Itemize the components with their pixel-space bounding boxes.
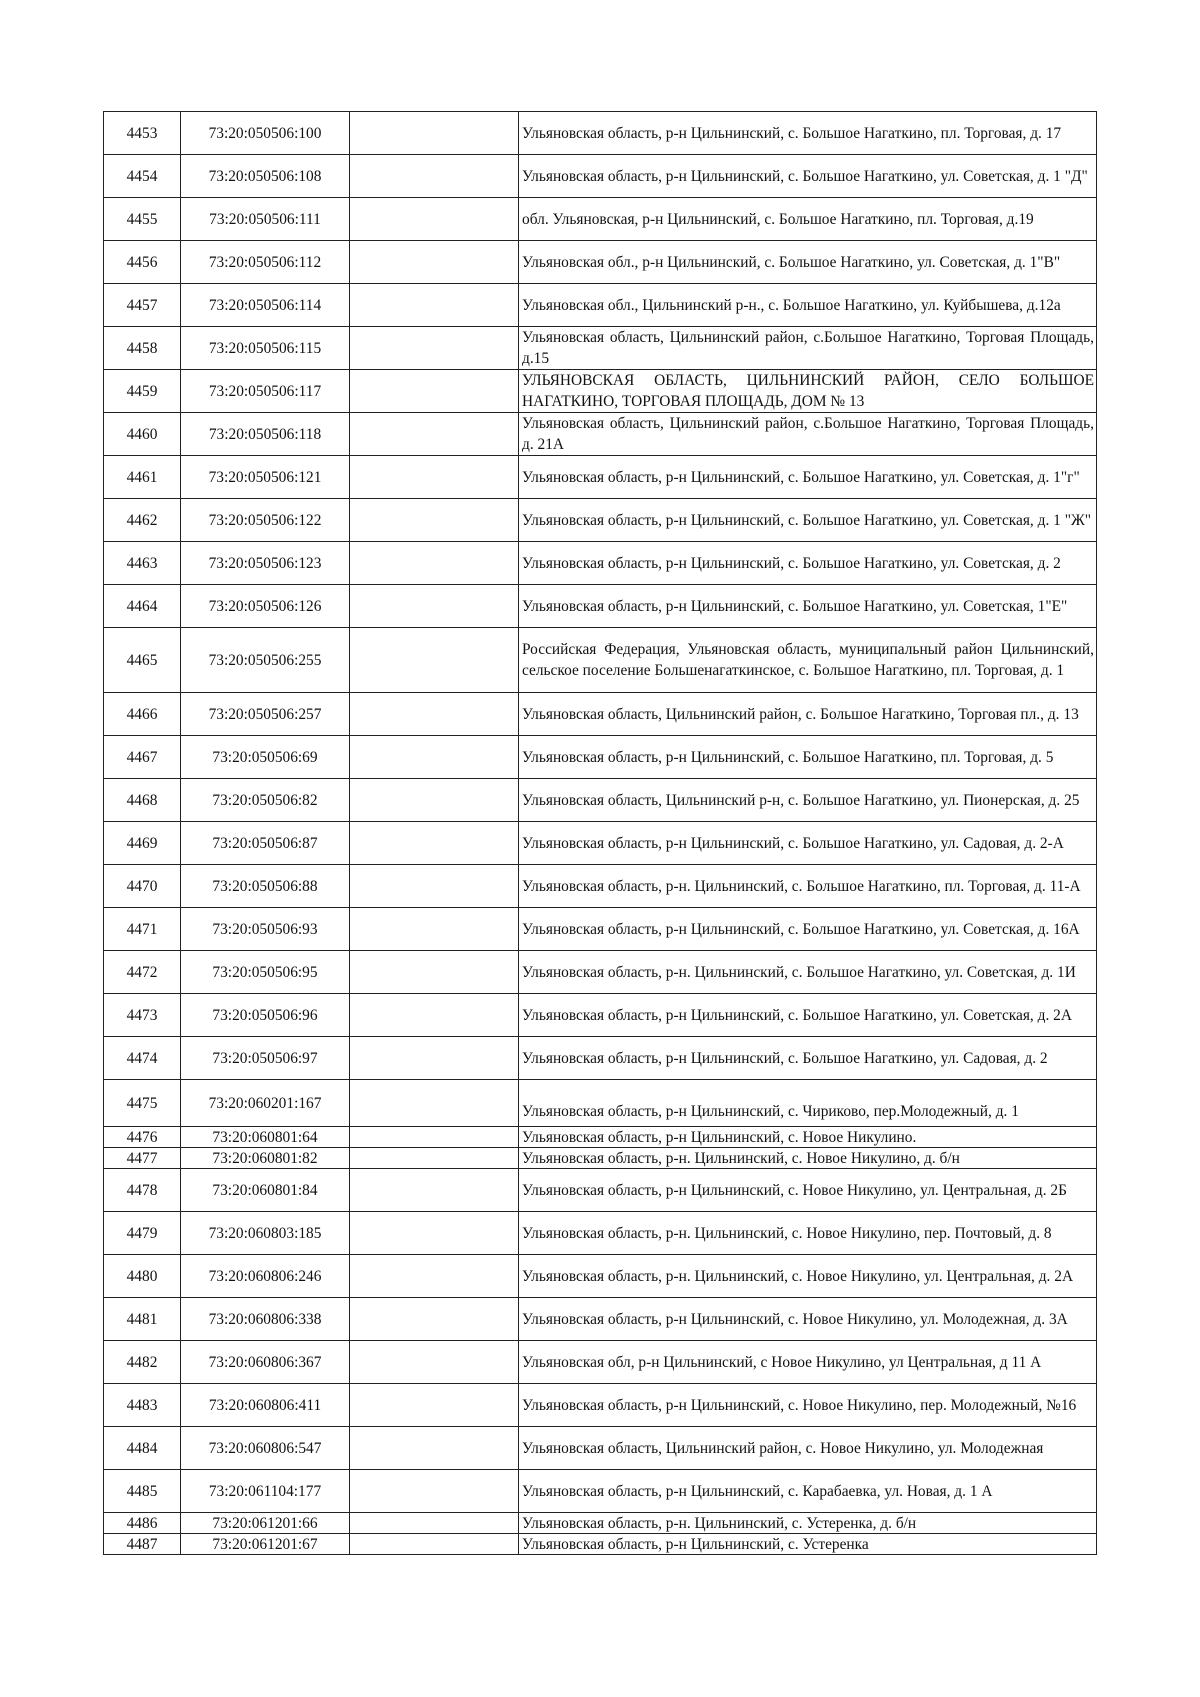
cadastral-number-cell: 73:20:060801:84 — [181, 1169, 350, 1212]
row-number-cell: 4472 — [104, 951, 181, 994]
empty-cell — [350, 1470, 519, 1513]
row-number-cell: 4463 — [104, 542, 181, 585]
row-number-cell: 4467 — [104, 736, 181, 779]
empty-cell — [350, 327, 519, 370]
address-cell: Ульяновская область, р-н Цильнинский, с. Большое Нагаткино, ул. Садовая, д. 2 — [519, 1037, 1097, 1080]
empty-cell — [350, 908, 519, 951]
row-number-cell: 4465 — [104, 628, 181, 693]
empty-cell — [350, 865, 519, 908]
cadastral-number-cell: 73:20:050506:112 — [181, 241, 350, 284]
row-number-cell: 4454 — [104, 155, 181, 198]
address-cell: Ульяновская обл, р-н Цильнинский, с Новое Никулино, ул Центральная, д 11 А — [519, 1341, 1097, 1384]
table-row — [104, 994, 1097, 1037]
cadastral-number-cell: 73:20:060801:82 — [181, 1148, 350, 1169]
row-number-cell: 4462 — [104, 499, 181, 542]
address-cell: Российская Федерация, Ульяновская область, муниципальный район Цильнинский, сельское поселение Большенагаткинское, с. Большое Нагаткино, пл. Торговая, д. 1 — [519, 628, 1097, 693]
empty-cell — [350, 628, 519, 693]
address-cell: УЛЬЯНОВСКАЯ ОБЛАСТЬ, ЦИЛЬНИНСКИЙ РАЙОН, СЕЛО БОЛЬШОЕ НАГАТКИНО, ТОРГОВАЯ ПЛОЩАДЬ, ДОМ № 13 — [519, 370, 1097, 413]
empty-cell — [350, 456, 519, 499]
empty-cell — [350, 1037, 519, 1080]
address-cell: Ульяновская область, Цильнинский район, с. Новое Никулино, ул. Молодежная — [519, 1427, 1097, 1470]
cadastral-number-cell: 73:20:050506:87 — [181, 822, 350, 865]
empty-cell — [350, 542, 519, 585]
address-cell: Ульяновская область, р-н Цильнинский, с. Устеренка — [519, 1534, 1097, 1555]
empty-cell — [350, 112, 519, 155]
cadastral-number-cell: 73:20:061201:67 — [181, 1534, 350, 1555]
row-number-cell: 4470 — [104, 865, 181, 908]
address-cell: Ульяновская область, р-н. Цильнинский, с. Большое Нагаткино, пл. Торговая, д. 11-А — [519, 865, 1097, 908]
empty-cell — [350, 155, 519, 198]
cadastral-number-cell: 73:20:060801:64 — [181, 1127, 350, 1148]
table-row — [104, 112, 1097, 155]
table-row — [104, 951, 1097, 994]
address-cell: Ульяновская область, р-н Цильнинский, с. Большое Нагаткино, ул. Советская, д. 1 "Ж" — [519, 499, 1097, 542]
address-cell: Ульяновская обл., р-н Цильнинский, с. Большое Нагаткино, ул. Советская, д. 1"В" — [519, 241, 1097, 284]
table-row — [104, 542, 1097, 585]
registry-table-body — [104, 112, 1097, 1555]
table-row — [104, 1534, 1097, 1555]
address-cell: Ульяновская область, р-н Цильнинский, с. Большое Нагаткино, ул. Советская, д. 2А — [519, 994, 1097, 1037]
table-row — [104, 1127, 1097, 1148]
cadastral-number-cell: 73:20:061104:177 — [181, 1470, 350, 1513]
table-row — [104, 1255, 1097, 1298]
cadastral-number-cell: 73:20:060806:338 — [181, 1298, 350, 1341]
row-number-cell: 4455 — [104, 198, 181, 241]
table-row — [104, 1212, 1097, 1255]
row-number-cell: 4471 — [104, 908, 181, 951]
empty-cell — [350, 1212, 519, 1255]
cadastral-number-cell: 73:20:050506:97 — [181, 1037, 350, 1080]
cadastral-number-cell: 73:20:050506:93 — [181, 908, 350, 951]
table-row — [104, 284, 1097, 327]
empty-cell — [350, 1169, 519, 1212]
table-row — [104, 736, 1097, 779]
empty-cell — [350, 413, 519, 456]
empty-cell — [350, 1255, 519, 1298]
table-row — [104, 370, 1097, 413]
address-cell: Ульяновская область, р-н Цильнинский, с. Карабаевка, ул. Новая, д. 1 А — [519, 1470, 1097, 1513]
table-row — [104, 198, 1097, 241]
row-number-cell: 4459 — [104, 370, 181, 413]
table-row — [104, 585, 1097, 628]
row-number-cell: 4480 — [104, 1255, 181, 1298]
cadastral-number-cell: 73:20:050506:114 — [181, 284, 350, 327]
empty-cell — [350, 994, 519, 1037]
table-row — [104, 693, 1097, 736]
cadastral-number-cell: 73:20:060806:246 — [181, 1255, 350, 1298]
address-cell: Ульяновская область, р-н Цильнинский, с. Большое Нагаткино, ул. Советская, д. 1"г" — [519, 456, 1097, 499]
row-number-cell: 4453 — [104, 112, 181, 155]
table-row — [104, 1169, 1097, 1212]
cadastral-number-cell: 73:20:050506:96 — [181, 994, 350, 1037]
table-row — [104, 1341, 1097, 1384]
address-cell: Ульяновская область, р-н Цильнинский, с. Большое Нагаткино, ул. Советская, д. 2 — [519, 542, 1097, 585]
table-row — [104, 822, 1097, 865]
cadastral-number-cell: 73:20:050506:100 — [181, 112, 350, 155]
address-cell: Ульяновская область, р-н Цильнинский, с. Новое Никулино, ул. Центральная, д. 2Б — [519, 1169, 1097, 1212]
empty-cell — [350, 1080, 519, 1127]
table-row — [104, 1148, 1097, 1169]
cadastral-number-cell: 73:20:050506:126 — [181, 585, 350, 628]
row-number-cell: 4458 — [104, 327, 181, 370]
row-number-cell: 4468 — [104, 779, 181, 822]
row-number-cell: 4469 — [104, 822, 181, 865]
table-row — [104, 327, 1097, 370]
empty-cell — [350, 1513, 519, 1534]
row-number-cell: 4477 — [104, 1148, 181, 1169]
table-row — [104, 1470, 1097, 1513]
table-row — [104, 1384, 1097, 1427]
cadastral-number-cell: 73:20:060806:411 — [181, 1384, 350, 1427]
row-number-cell: 4486 — [104, 1513, 181, 1534]
row-number-cell: 4475 — [104, 1080, 181, 1127]
table-row — [104, 1298, 1097, 1341]
address-cell: Ульяновская обл., Цильнинский р-н., с. Большое Нагаткино, ул. Куйбышева, д.12а — [519, 284, 1097, 327]
address-cell: Ульяновская область, р-н. Цильнинский, с. Новое Никулино, д. б/н — [519, 1148, 1097, 1169]
row-number-cell: 4481 — [104, 1298, 181, 1341]
address-cell: Ульяновская область, р-н Цильнинский, с. Большое Нагаткино, ул. Садовая, д. 2-А — [519, 822, 1097, 865]
address-cell: Ульяновская область, р-н. Цильнинский, с. Новое Никулино, пер. Почтовый, д. 8 — [519, 1212, 1097, 1255]
row-number-cell: 4482 — [104, 1341, 181, 1384]
empty-cell — [350, 499, 519, 542]
address-cell: Ульяновская область, Цильнинский район, с.Большое Нагаткино, Торговая Площадь, д.15 — [519, 327, 1097, 370]
empty-cell — [350, 951, 519, 994]
cadastral-number-cell: 73:20:050506:123 — [181, 542, 350, 585]
cadastral-number-cell: 73:20:050506:82 — [181, 779, 350, 822]
empty-cell — [350, 241, 519, 284]
address-cell: обл. Ульяновская, р-н Цильнинский, с. Большое Нагаткино, пл. Торговая, д.19 — [519, 198, 1097, 241]
empty-cell — [350, 198, 519, 241]
cadastral-number-cell: 73:20:050506:95 — [181, 951, 350, 994]
table-row — [104, 908, 1097, 951]
row-number-cell: 4479 — [104, 1212, 181, 1255]
cadastral-number-cell: 73:20:050506:115 — [181, 327, 350, 370]
empty-cell — [350, 284, 519, 327]
empty-cell — [350, 822, 519, 865]
address-cell: Ульяновская область, р-н. Цильнинский, с. Устеренка, д. б/н — [519, 1513, 1097, 1534]
table-row — [104, 779, 1097, 822]
empty-cell — [350, 1127, 519, 1148]
cadastral-number-cell: 73:20:050506:257 — [181, 693, 350, 736]
row-number-cell: 4466 — [104, 693, 181, 736]
empty-cell — [350, 370, 519, 413]
cadastral-number-cell: 73:20:050506:108 — [181, 155, 350, 198]
row-number-cell: 4460 — [104, 413, 181, 456]
empty-cell — [350, 1298, 519, 1341]
table-row — [104, 413, 1097, 456]
cadastral-number-cell: 73:20:061201:66 — [181, 1513, 350, 1534]
table-row — [104, 628, 1097, 693]
address-cell: Ульяновская область, р-н Цильнинский, с. Чириково, пер.Молодежный, д. 1 — [519, 1080, 1097, 1127]
table-row — [104, 1427, 1097, 1470]
row-number-cell: 4461 — [104, 456, 181, 499]
cadastral-number-cell: 73:20:050506:122 — [181, 499, 350, 542]
address-cell: Ульяновская область, р-н Цильнинский, с. Большое Нагаткино, ул. Советская, д. 1 "Д" — [519, 155, 1097, 198]
address-cell: Ульяновская область, Цильнинский р-н, с. Большое Нагаткино, ул. Пионерская, д. 25 — [519, 779, 1097, 822]
cadastral-number-cell: 73:20:050506:117 — [181, 370, 350, 413]
address-cell: Ульяновская область, Цильнинский район, с. Большое Нагаткино, Торговая пл., д. 13 — [519, 693, 1097, 736]
table-row — [104, 155, 1097, 198]
table-row — [104, 499, 1097, 542]
address-cell: Ульяновская область, р-н Цильнинский, с. Новое Никулино. — [519, 1127, 1097, 1148]
empty-cell — [350, 1534, 519, 1555]
address-cell: Ульяновская область, р-н Цильнинский, с. Большое Нагаткино, ул. Советская, д. 16А — [519, 908, 1097, 951]
address-cell: Ульяновская область, р-н Цильнинский, с. Новое Никулино, ул. Молодежная, д. 3А — [519, 1298, 1097, 1341]
empty-cell — [350, 1341, 519, 1384]
cadastral-number-cell: 73:20:050506:88 — [181, 865, 350, 908]
row-number-cell: 4484 — [104, 1427, 181, 1470]
table-row — [104, 241, 1097, 284]
address-cell: Ульяновская область, Цильнинский район, с.Большое Нагаткино, Торговая Площадь, д. 21А — [519, 413, 1097, 456]
cadastral-number-cell: 73:20:050506:69 — [181, 736, 350, 779]
row-number-cell: 4456 — [104, 241, 181, 284]
address-cell: Ульяновская область, р-н Цильнинский, с. Большое Нагаткино, пл. Торговая, д. 17 — [519, 112, 1097, 155]
empty-cell — [350, 779, 519, 822]
row-number-cell: 4478 — [104, 1169, 181, 1212]
empty-cell — [350, 1148, 519, 1169]
cadastral-number-cell: 73:20:060806:547 — [181, 1427, 350, 1470]
empty-cell — [350, 1384, 519, 1427]
row-number-cell: 4457 — [104, 284, 181, 327]
row-number-cell: 4485 — [104, 1470, 181, 1513]
address-cell: Ульяновская область, р-н Цильнинский, с. Большое Нагаткино, ул. Советская, 1"Е" — [519, 585, 1097, 628]
row-number-cell: 4473 — [104, 994, 181, 1037]
table-row — [104, 865, 1097, 908]
table-row — [104, 456, 1097, 499]
empty-cell — [350, 693, 519, 736]
cadastral-number-cell: 73:20:060201:167 — [181, 1080, 350, 1127]
row-number-cell: 4483 — [104, 1384, 181, 1427]
address-cell: Ульяновская область, р-н. Цильнинский, с. Новое Никулино, ул. Центральная, д. 2А — [519, 1255, 1097, 1298]
table-row — [104, 1513, 1097, 1534]
table-row — [104, 1080, 1097, 1127]
row-number-cell: 4487 — [104, 1534, 181, 1555]
property-registry-table — [103, 111, 1097, 1555]
row-number-cell: 4476 — [104, 1127, 181, 1148]
row-number-cell: 4464 — [104, 585, 181, 628]
empty-cell — [350, 585, 519, 628]
empty-cell — [350, 736, 519, 779]
cadastral-number-cell: 73:20:050506:118 — [181, 413, 350, 456]
cadastral-number-cell: 73:20:060803:185 — [181, 1212, 350, 1255]
address-cell: Ульяновская область, р-н Цильнинский, с. Новое Никулино, пер. Молодежный, №16 — [519, 1384, 1097, 1427]
cadastral-number-cell: 73:20:050506:255 — [181, 628, 350, 693]
cadastral-number-cell: 73:20:060806:367 — [181, 1341, 350, 1384]
cadastral-number-cell: 73:20:050506:111 — [181, 198, 350, 241]
cadastral-number-cell: 73:20:050506:121 — [181, 456, 350, 499]
empty-cell — [350, 1427, 519, 1470]
table-row — [104, 1037, 1097, 1080]
address-cell: Ульяновская область, р-н. Цильнинский, с. Большое Нагаткино, ул. Советская, д. 1И — [519, 951, 1097, 994]
row-number-cell: 4474 — [104, 1037, 181, 1080]
address-cell: Ульяновская область, р-н Цильнинский, с. Большое Нагаткино, пл. Торговая, д. 5 — [519, 736, 1097, 779]
